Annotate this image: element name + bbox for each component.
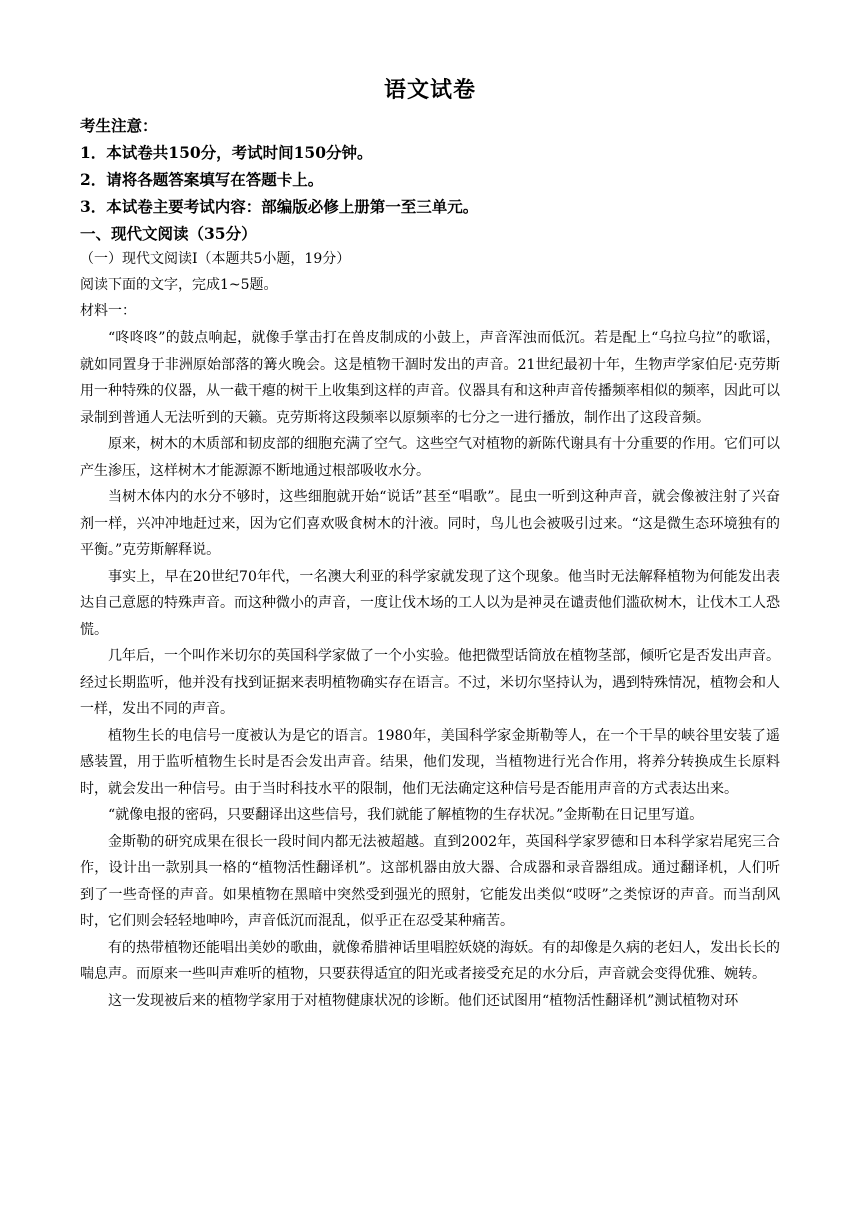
paragraph: 事实上，早在20世纪70年代，一名澳大利亚的科学家就发现了这个现象。他当时无法解释植物为何能发出表达自己意愿的特殊声音。而这种微小的声音，一度让伐木场的工人以为是神灵在谴责他们滥砍树木，让伐木工人恐慌。: [80, 568, 780, 638]
material-label: 材料一：: [80, 303, 136, 319]
paragraph: 当树木体内的水分不够时，这些细胞就开始“说话”甚至“唱歌”。昆虫一听到这种声音，就会像被注射了兴奋剂一样，兴冲冲地赶过来，因为它们喜欢吸食树木的汁液。同时，鸟儿也会被吸引过来。“这是微生态环境独有的平衡。”克劳斯解释说。: [80, 489, 780, 558]
subsection-heading: （一）现代文阅读Ⅰ（本题共5小题，19分）: [80, 251, 351, 267]
paragraph: 金斯勒的研究成果在很长一段时间内都无法被超越。直到2002年，英国科学家罗德和日本科学家岩尾宪三合作，设计出一款别具一格的“植物活性翻译机”。这部机器由放大器、合成器和录音器组成。通过翻译机，人们听到了一些奇怪的声音。如果植物在黑暗中突然受到强光的照射，它能发出类似“哎呀”之类惊讶的声音。而当刮风时，它们则会轻轻地呻吟，声音低沉而混乱，似乎正在忍受某种痛苦。: [80, 833, 780, 929]
paragraph: 原来，树木的木质部和韧皮部的细胞充满了空气。这些空气对植物的新陈代谢具有十分重要的作用。它们可以产生渗压，这样树木才能源源不断地通过根部吸收水分。: [80, 436, 780, 479]
notice-item: 2．请将各题答案填写在答题卡上。: [80, 170, 324, 189]
exam-title: 语文试卷: [383, 77, 476, 103]
material-text: [80, 325, 780, 1014]
notice-heading: 考生注意：: [80, 116, 158, 135]
paragraph: “咚咚咚”的鼓点响起，就像手掌击打在兽皮制成的小鼓上，声音浑浊而低沉。若是配上“乌拉乌拉”的歌谣，就如同置身于非洲原始部落的篝火晚会。这是植物干涸时发出的声音。21世纪最初十年，生物声学家伯尼·克劳斯用一种特殊的仪器，从一截干瘪的树干上收集到这样的声音。仪器具有和这种声音传播频率相似的频率，因此可以录制到普通人无法听到的天籁。克劳斯将这段频率以原频率的七分之一进行播放，制作出了这段音频。: [80, 330, 780, 426]
notice-item: 1．本试卷共150分，考试时间150分钟。: [80, 143, 373, 162]
paragraph: “就像电报的密码，只要翻译出这些信号，我们就能了解植物的生存状况。”金斯勒在日记里写道。: [108, 807, 704, 823]
reading-instruction: 阅读下面的文字，完成1~5题。: [80, 277, 278, 293]
notice-item: 3．本试卷主要考试内容：部编版必修上册第一至三单元。: [80, 197, 479, 216]
paragraph: 几年后，一个叫作米切尔的英国科学家做了一个小实验。他把微型话筒放在植物茎部，倾听它是否发出声音。经过长期监听，他并没有找到证据来表明植物确实存在语言。不过，米切尔坚持认为，遇到特殊情况，植物会和人一样，发出不同的声音。: [80, 648, 780, 717]
candidate-notice: [80, 112, 780, 220]
paragraph: 植物生长的电信号一度被认为是它的语言。1980年，美国科学家金斯勒等人，在一个干旱的峡谷里安装了遥感装置，用于监听植物生长时是否会发出声音。结果，他们发现，当植物进行光合作用，将养分转换成生长原料时，就会发出一种信号。由于当时科技水平的限制，他们无法确定这种信号是否能用声音的方式表达出来。: [80, 727, 780, 797]
section-heading: 一、现代文阅读（35分）: [80, 224, 257, 243]
paragraph: 有的热带植物还能唱出美妙的歌曲，就像希腊神话里唱腔妖娆的海妖。有的却像是久病的老妇人，发出长长的喘息声。而原来一些叫声难听的植物，只要获得适宜的阳光或者接受充足的水分后，声音就会变得优雅、婉转。: [80, 939, 780, 982]
paragraph: 这一发现被后来的植物学家用于对植物健康状况的诊断。他们还试图用“植物活性翻译机”测试植物对环: [108, 992, 739, 1009]
